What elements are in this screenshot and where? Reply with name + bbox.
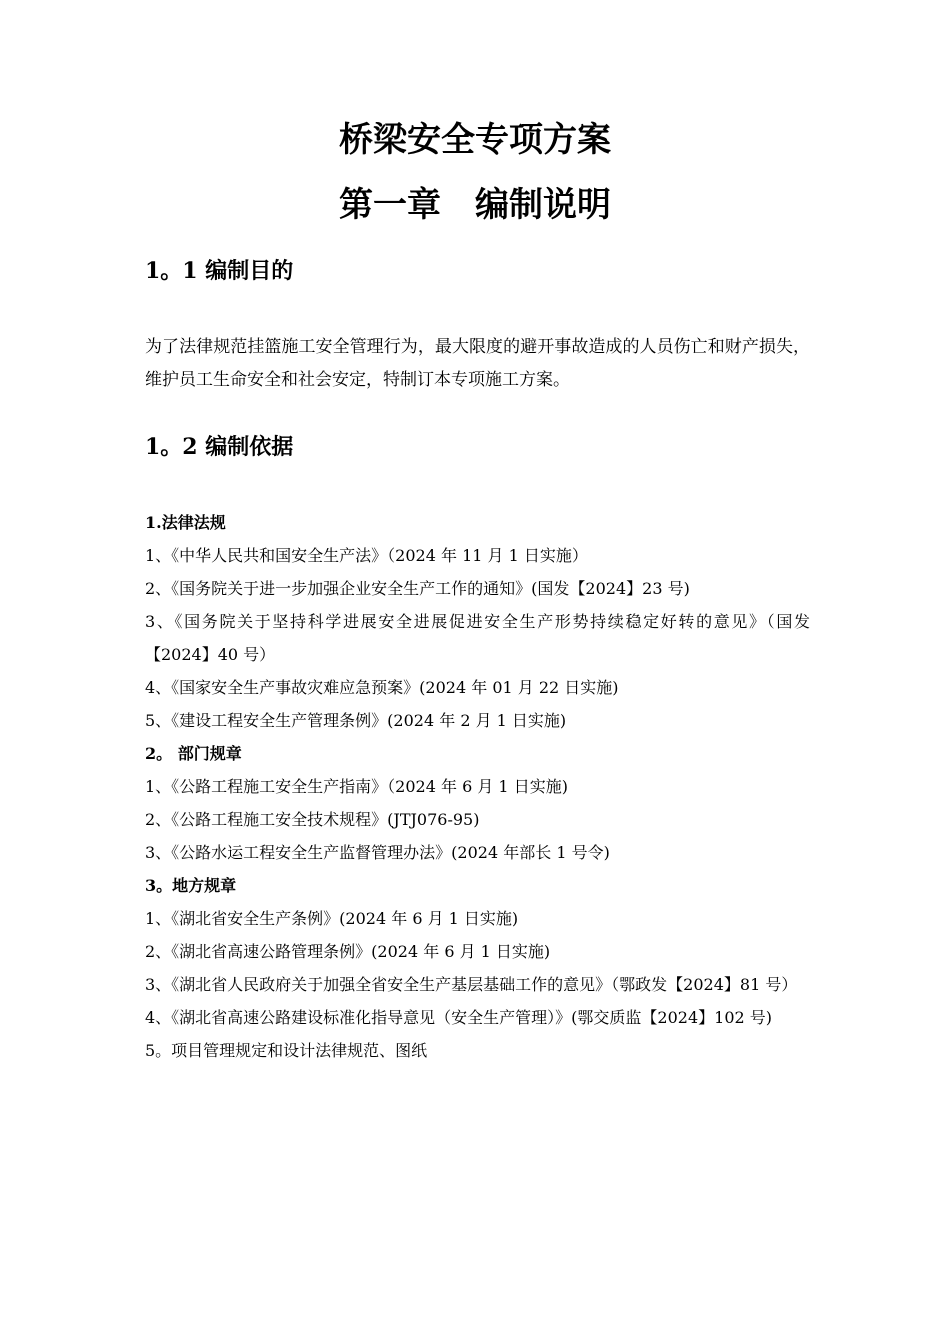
list-item: 3、《公路水运工程安全生产监督管理办法》(2024 年部长 1 号令) [145, 843, 610, 862]
list-item: 1、《中华人民共和国安全生产法》（2024 年 11 月 1 日实施） [145, 546, 588, 565]
list-item: 4、《湖北省高速公路建设标准化指导意见（安全生产管理）》(鄂交质监【2024】102 号) [145, 1008, 773, 1027]
list-item: 1、《公路工程施工安全生产指南》（2024 年 6 月 1 日实施) [145, 777, 568, 796]
subheading-departmental: 2。 部门规章 [145, 744, 242, 763]
purpose-paragraph: 为了法律规范挂篮施工安全管理行为，最大限度的避开事故造成的人员伤亡和财产损失，维护员工生命安全和社会安定，特制订本专项施工方案。 [145, 337, 810, 390]
list-item: 1、《湖北省安全生产条例》(2024 年 6 月 1 日实施) [145, 909, 519, 928]
list-item: 2、《湖北省高速公路管理条例》(2024 年 6 月 1 日实施) [145, 942, 551, 961]
subheading-local: 3。地方规章 [145, 876, 237, 895]
list-item: 3、《湖北省人民政府关于加强全省安全生产基层基础工作的意见》（鄂政发【2024】81 号） [145, 975, 798, 994]
list-item: 5、《建设工程安全生产管理条例》(2024 年 2 月 1 日实施) [145, 711, 567, 730]
list-item: 2、《国务院关于进一步加强企业安全生产工作的通知》(国发【2024】23 号) [145, 579, 690, 598]
section-heading-basis: 1。2 编制依据 [145, 434, 294, 460]
basis-list [145, 506, 810, 1067]
document-title: 桥梁安全专项方案 [339, 120, 611, 160]
section-heading-purpose: 1。1 编制目的 [145, 258, 294, 284]
list-item: 4、《国家安全生产事故灾难应急预案》(2024 年 01 月 22 日实施) [145, 678, 619, 697]
chapter-title: 第一章 编制说明 [339, 185, 611, 225]
subheading-laws: 1.法律法规 [145, 513, 226, 532]
list-item: 2、《公路工程施工安全技术规程》(JTJ076-95) [145, 810, 480, 829]
list-item: 3、《国务院关于坚持科学进展安全进展促进安全生产形势持续稳定好转的意见》（国发【2024】40 号） [145, 612, 810, 664]
list-item: 5。项目管理规定和设计法律规范、图纸 [145, 1041, 428, 1060]
